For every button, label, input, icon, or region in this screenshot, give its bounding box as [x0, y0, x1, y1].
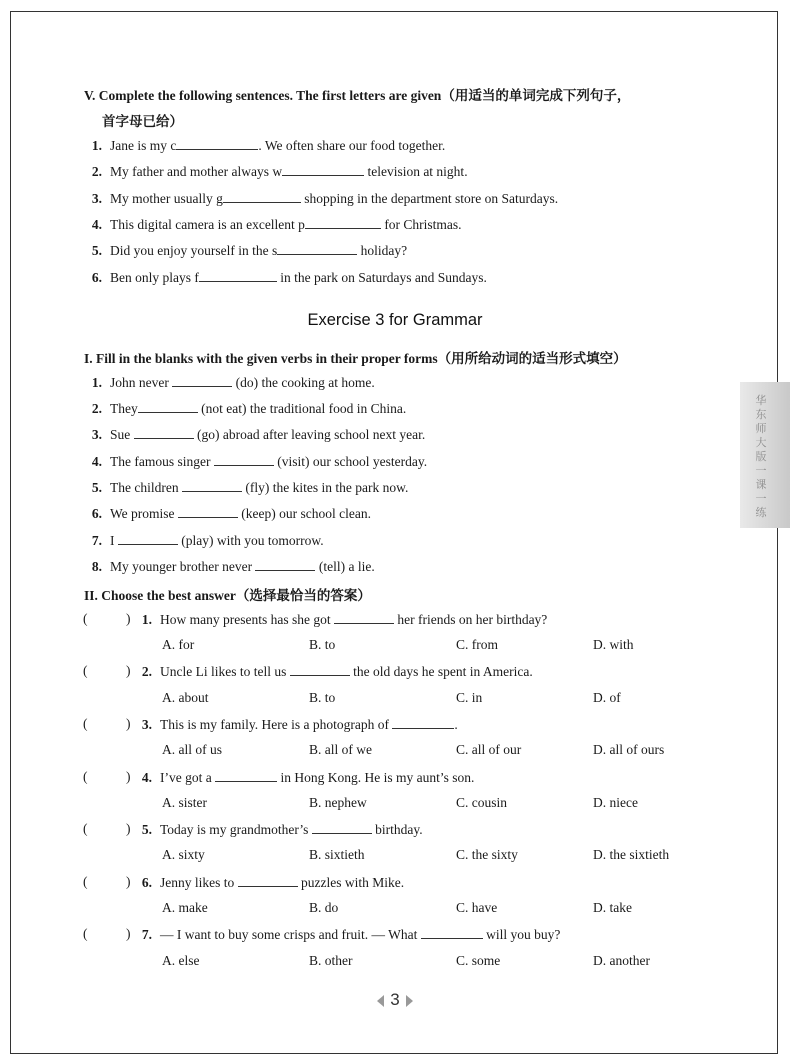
answer-blank[interactable]	[312, 821, 372, 834]
answer-blank[interactable]	[118, 532, 178, 545]
option-a[interactable]: A. sixty	[162, 847, 205, 862]
option-c[interactable]: C. in	[456, 690, 483, 705]
list-item: 6. We promise (keep) our school clean.	[91, 506, 371, 521]
question-5: 5. Today is my grandmother’s birthday.	[141, 822, 423, 837]
page-border-bottom	[10, 1053, 778, 1054]
question-4: 4. I’ve got a in Hong Kong. He is my aunt’s son.	[141, 770, 475, 785]
answer-blank[interactable]	[255, 558, 315, 571]
answer-paren-close: )	[126, 926, 131, 941]
option-c[interactable]: C. cousin	[456, 795, 508, 810]
section-i-heading: I. Fill in the blanks with the given verbs in their proper forms（用所给动词的适当形式填空）	[84, 351, 627, 366]
option-b[interactable]: B. to	[309, 637, 336, 652]
option-c[interactable]: C. have	[456, 900, 498, 915]
option-d[interactable]: D. of	[593, 690, 621, 705]
triangle-left-icon	[377, 995, 384, 1007]
option-a[interactable]: A. else	[162, 953, 200, 968]
question-1: 1. How many presents has she got her friends on her birthday?	[141, 612, 548, 627]
list-item: 1. Jane is my c . We often share our food together.	[91, 138, 446, 153]
list-item: 4. The famous singer (visit) our school yesterday.	[91, 454, 428, 469]
answer-paren-open: (	[83, 926, 88, 941]
option-d[interactable]: D. the sixtieth	[593, 847, 670, 862]
section-v-heading-cont: 首字母已给）	[102, 114, 183, 129]
option-b[interactable]: B. other	[309, 953, 353, 968]
option-d[interactable]: D. another	[593, 953, 650, 968]
option-b[interactable]: B. sixtieth	[309, 847, 365, 862]
page-border-right	[777, 11, 778, 1054]
list-item: 7. I (play) with you tomorrow.	[91, 533, 324, 548]
triangle-right-icon	[406, 995, 413, 1007]
answer-blank[interactable]	[134, 426, 194, 439]
answer-blank[interactable]	[138, 400, 198, 413]
list-item: 3. My mother usually g shopping in the department store on Saturdays.	[91, 191, 559, 206]
answer-blank[interactable]	[215, 769, 277, 782]
list-item: 8. My younger brother never (tell) a lie.	[91, 559, 375, 574]
answer-paren-close: )	[126, 716, 131, 731]
list-item: 5. Did you enjoy yourself in the s holiday?	[91, 243, 408, 258]
question-7: 7. — I want to buy some crisps and fruit. — What will you buy?	[141, 927, 561, 942]
page-number-nav	[0, 990, 790, 1010]
page-border-top	[10, 11, 778, 12]
answer-blank[interactable]	[277, 242, 357, 255]
answer-blank[interactable]	[214, 453, 274, 466]
list-item: 1. John never (do) the cooking at home.	[91, 375, 375, 390]
list-item: 6. Ben only plays f in the park on Saturdays and Sundays.	[91, 270, 487, 285]
answer-paren-close: )	[126, 611, 131, 626]
option-b[interactable]: B. all of we	[309, 742, 372, 757]
answer-blank[interactable]	[172, 374, 232, 387]
answer-paren-close: )	[126, 874, 131, 889]
answer-blank[interactable]	[199, 269, 277, 282]
answer-paren-open: (	[83, 821, 88, 836]
answer-blank[interactable]	[282, 163, 364, 176]
option-a[interactable]: A. about	[162, 690, 209, 705]
answer-paren-open: (	[83, 663, 88, 678]
option-c[interactable]: C. from	[456, 637, 498, 652]
answer-blank[interactable]	[178, 505, 238, 518]
page-border-left	[10, 11, 11, 1054]
list-item: 2. My father and mother always w television at night.	[91, 164, 468, 179]
list-item: 2. They (not eat) the traditional food in China.	[91, 401, 407, 416]
option-a[interactable]: A. sister	[162, 795, 207, 810]
answer-paren-open: (	[83, 611, 88, 626]
option-b[interactable]: B. do	[309, 900, 339, 915]
answer-paren-open: (	[83, 874, 88, 889]
question-6: 6. Jenny likes to puzzles with Mike.	[141, 875, 405, 890]
answer-paren-close: )	[126, 821, 131, 836]
section-ii-heading: II. Choose the best answer（选择最恰当的答案）	[84, 588, 371, 603]
question-2: 2. Uncle Li likes to tell us the old days he spent in America.	[141, 664, 533, 679]
side-tab	[740, 382, 790, 528]
question-3: 3. This is my family. Here is a photograph of .	[141, 717, 458, 732]
list-item: 4. This digital camera is an excellent p for Christmas.	[91, 217, 462, 232]
option-d[interactable]: D. niece	[593, 795, 638, 810]
answer-blank[interactable]	[421, 926, 483, 939]
answer-blank[interactable]	[290, 663, 350, 676]
answer-blank[interactable]	[305, 216, 381, 229]
option-d[interactable]: D. take	[593, 900, 632, 915]
answer-paren-close: )	[126, 663, 131, 678]
option-a[interactable]: A. all of us	[162, 742, 222, 757]
exercise-title: Exercise 3 for Grammar	[307, 311, 483, 329]
option-c[interactable]: C. some	[456, 953, 501, 968]
list-item: 5. The children (fly) the kites in the park now.	[91, 480, 409, 495]
answer-paren-open: (	[83, 769, 88, 784]
answer-blank[interactable]	[334, 611, 394, 624]
side-tab-label: 华东师大版一课一练	[755, 394, 767, 519]
option-c[interactable]: C. all of our	[456, 742, 522, 757]
option-b[interactable]: B. nephew	[309, 795, 367, 810]
answer-blank[interactable]	[223, 190, 301, 203]
answer-blank[interactable]	[182, 479, 242, 492]
option-b[interactable]: B. to	[309, 690, 336, 705]
option-c[interactable]: C. the sixty	[456, 847, 518, 862]
list-item: 3. Sue (go) abroad after leaving school next year.	[91, 427, 426, 442]
answer-blank[interactable]	[238, 874, 298, 887]
section-v-heading: V. Complete the following sentences. The first letters are given（用适当的单词完成下列句子，	[84, 88, 631, 103]
option-a[interactable]: A. for	[162, 637, 195, 652]
answer-paren-open: (	[83, 716, 88, 731]
answer-blank[interactable]	[392, 716, 454, 729]
option-d[interactable]: D. all of ours	[593, 742, 665, 757]
page-number: 3	[390, 990, 400, 1009]
answer-paren-close: )	[126, 769, 131, 784]
option-d[interactable]: D. with	[593, 637, 634, 652]
option-a[interactable]: A. make	[162, 900, 208, 915]
answer-blank[interactable]	[176, 137, 258, 150]
